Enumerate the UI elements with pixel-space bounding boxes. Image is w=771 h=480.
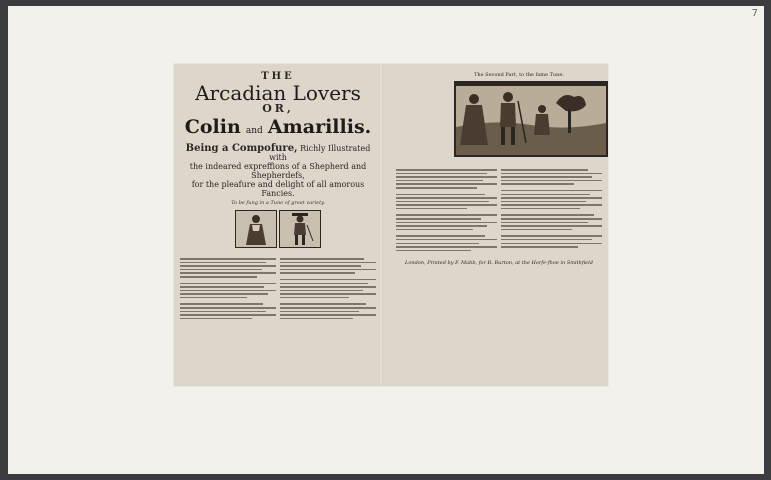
man-figure-woodcut-icon: [279, 210, 321, 248]
subtitle: [180, 144, 376, 198]
woman-figure-woodcut-icon: [235, 210, 277, 248]
second-part: [396, 70, 602, 266]
woodcut-pair: [180, 210, 376, 248]
first-part-verses: [180, 256, 376, 324]
second-part-verses: [396, 167, 602, 256]
imprint: London, Printed by F. Mabb, for R. Burton, at the Horfe-fhoe in Smithfield: [405, 260, 593, 267]
first-part: [180, 70, 376, 324]
subtitle-line2: the indeared expreffions of a Shepherd and Shepherdefs,: [189, 162, 367, 180]
center-fold: [379, 64, 383, 386]
subtitle-lead: Being a Compofure,: [185, 143, 298, 154]
name-colin: Colin: [184, 116, 241, 138]
second-part-title: The Second Part, to the fame Tune.: [474, 72, 564, 78]
title-the: THE: [261, 71, 295, 82]
title-or: OR,: [262, 102, 294, 115]
verse-column-right: [501, 167, 602, 256]
tune-note: To be fung in a Tune of great variety.: [231, 200, 325, 206]
subtitle-line3: for the pleafure and delight of all amorous Fancies.: [191, 180, 365, 198]
subtitle-rest: Richly Illustrated with: [269, 144, 371, 162]
verse-column-left: [396, 167, 497, 256]
verse-column-left: [180, 256, 276, 324]
verse-column-right: [280, 256, 376, 324]
broadside-sheet: [174, 64, 608, 386]
title-main: Arcadian Lovers: [195, 81, 361, 105]
folio-number: 7: [751, 8, 758, 19]
title-names: [180, 116, 376, 142]
pastoral-scene-woodcut-icon: [454, 81, 608, 157]
name-amarillis: Amarillis.: [267, 116, 372, 138]
name-and: and: [245, 126, 263, 136]
